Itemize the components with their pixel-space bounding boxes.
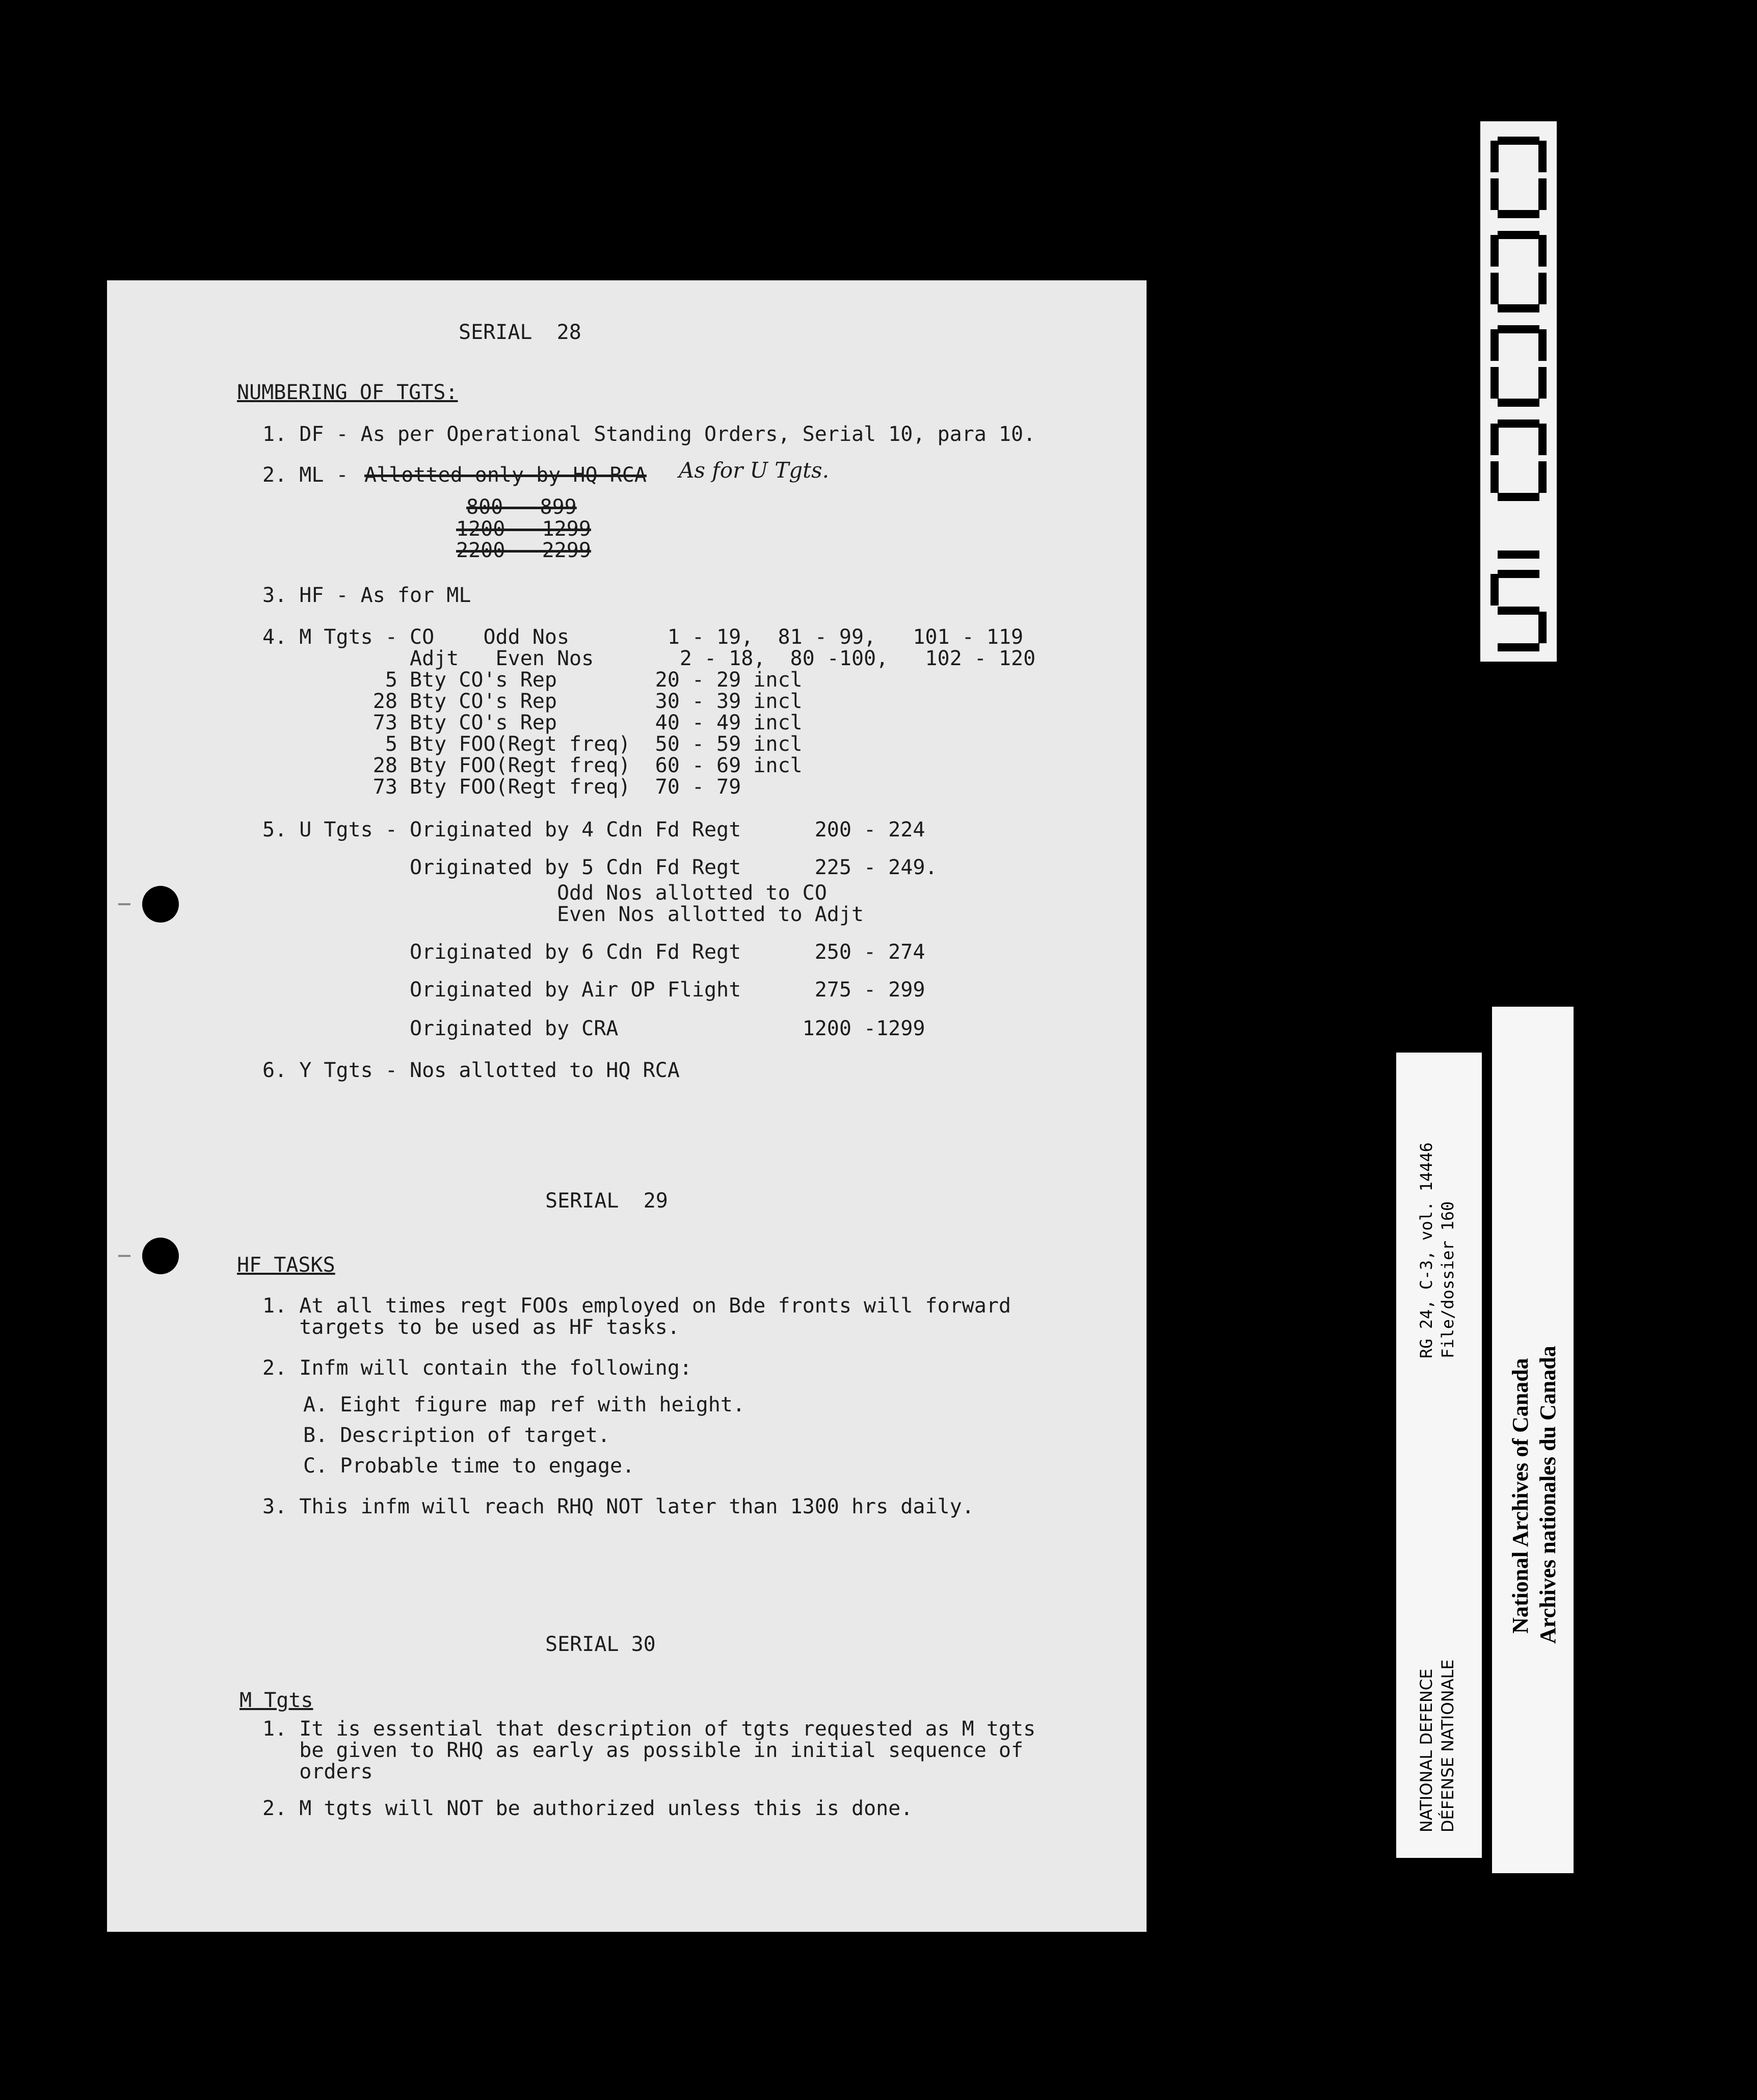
m-tgts-row: 73 Bty CO's Rep 40 - 49 incl — [262, 711, 803, 734]
serial-30-item-1-line: orders — [262, 1760, 373, 1783]
serial-30-title: M Tgts — [239, 1689, 313, 1712]
archive-reference-label — [1396, 1053, 1482, 1858]
serial-29-title: HF TASKS — [237, 1253, 335, 1277]
archives-name-french: Archives nationales du Canada — [1535, 1346, 1560, 1644]
serial-28-item-2-struck: Allotted only by HQ RCA — [364, 463, 647, 487]
frame-digit — [1480, 231, 1557, 312]
serial-30-item-1-line: 1. It is essential that description of tgts requested as M tgts — [262, 1717, 1036, 1741]
u-tgts-row: Originated by CRA 1200 -1299 — [262, 1017, 925, 1040]
serial-30-heading: SERIAL 30 — [545, 1633, 656, 1656]
serial-29-item-3: 3. This infm will reach RHQ NOT later than 1300 hrs daily. — [262, 1495, 974, 1518]
punch-hole — [142, 886, 179, 923]
serial-29-subitem: A. Eight figure map ref with height. — [303, 1393, 745, 1416]
serial-29-item-2: 2. Infm will contain the following: — [262, 1356, 692, 1380]
m-tgts-row: 5 Bty CO's Rep 20 - 29 incl — [262, 668, 803, 692]
serial-28-heading: SERIAL 28 — [459, 321, 581, 344]
serial-29-subitem: B. Description of target. — [303, 1424, 610, 1447]
frame-digit — [1480, 325, 1557, 407]
m-tgts-row: Adjt Even Nos 2 - 18, 80 -100, 102 - 120 — [262, 647, 1036, 670]
frame-digit — [1480, 570, 1557, 651]
frame-number-stamp — [1480, 121, 1557, 662]
frame-digit — [1480, 419, 1557, 501]
u-tgts-row: Originated by Air OP Flight 275 - 299 — [262, 978, 925, 1002]
serial-28-item-1: 1. DF - As per Operational Standing Orders, Serial 10, para 10. — [262, 423, 1036, 446]
serial-28-title: NUMBERING OF TGTS: — [237, 381, 458, 404]
serial-30-item-2: 2. M tgts will NOT be authorized unless this is done. — [262, 1797, 913, 1820]
archives-canada-label — [1492, 1007, 1574, 1873]
u-tgts-row: Originated by 6 Cdn Fd Regt 250 - 274 — [262, 940, 925, 964]
serial-28-item-6: 6. Y Tgts - Nos allotted to HQ RCA — [262, 1059, 680, 1082]
struck-range: 2200 - 2299 — [456, 539, 591, 562]
m-tgts-row: 4. M Tgts - CO Odd Nos 1 - 19, 81 - 99, 101 - 119 — [262, 625, 1024, 649]
struck-range: 800 - 899 — [466, 495, 577, 519]
archives-name-english: National Archives of Canada — [1508, 1358, 1533, 1634]
serial-30-item-1-line: be given to RHQ as early as possible in initial sequence of — [262, 1739, 1024, 1762]
serial-29-item-1-line: 1. At all times regt FOOs employed on Bde fronts will forward — [262, 1294, 1011, 1318]
punch-hole-mark — [118, 1255, 130, 1257]
serial-28-item-2-prefix: 2. ML - — [262, 463, 349, 487]
reference-line-1: RG 24, C-3, vol. 14446 — [1417, 1142, 1436, 1358]
m-tgts-row: 5 Bty FOO(Regt freq) 50 - 59 incl — [262, 732, 803, 756]
u-tgts-row: Originated by 5 Cdn Fd Regt 225 - 249. — [262, 856, 938, 879]
m-tgts-row: 28 Bty CO's Rep 30 - 39 incl — [262, 690, 803, 713]
serial-29-subitem: C. Probable time to engage. — [303, 1454, 635, 1478]
reference-line-2: File/dossier 160 — [1438, 1201, 1457, 1358]
document-page — [107, 280, 1147, 1932]
struck-range: 1200 - 1299 — [456, 517, 591, 541]
serial-29-item-1-line: targets to be used as HF tasks. — [262, 1316, 680, 1339]
m-tgts-row: 73 Bty FOO(Regt freq) 70 - 79 — [262, 775, 741, 799]
serial-28-item-3: 3. HF - As for ML — [262, 584, 471, 607]
handwritten-note: As for U Tgts. — [679, 458, 829, 483]
department-line-2: DÉFENSE NATIONALE — [1438, 1659, 1457, 1832]
punch-hole — [142, 1238, 179, 1274]
serial-29-heading: SERIAL 29 — [545, 1189, 668, 1213]
frame-digit — [1480, 137, 1557, 218]
punch-hole-mark — [118, 903, 130, 905]
u-tgts-row: Even Nos allotted to Adjt — [262, 903, 864, 926]
department-line-1: NATIONAL DEFENCE — [1417, 1668, 1436, 1832]
u-tgts-row: Odd Nos allotted to CO — [262, 881, 827, 905]
u-tgts-row: 5. U Tgts - Originated by 4 Cdn Fd Regt 200 - 224 — [262, 818, 925, 842]
m-tgts-row: 28 Bty FOO(Regt freq) 60 - 69 incl — [262, 754, 803, 777]
